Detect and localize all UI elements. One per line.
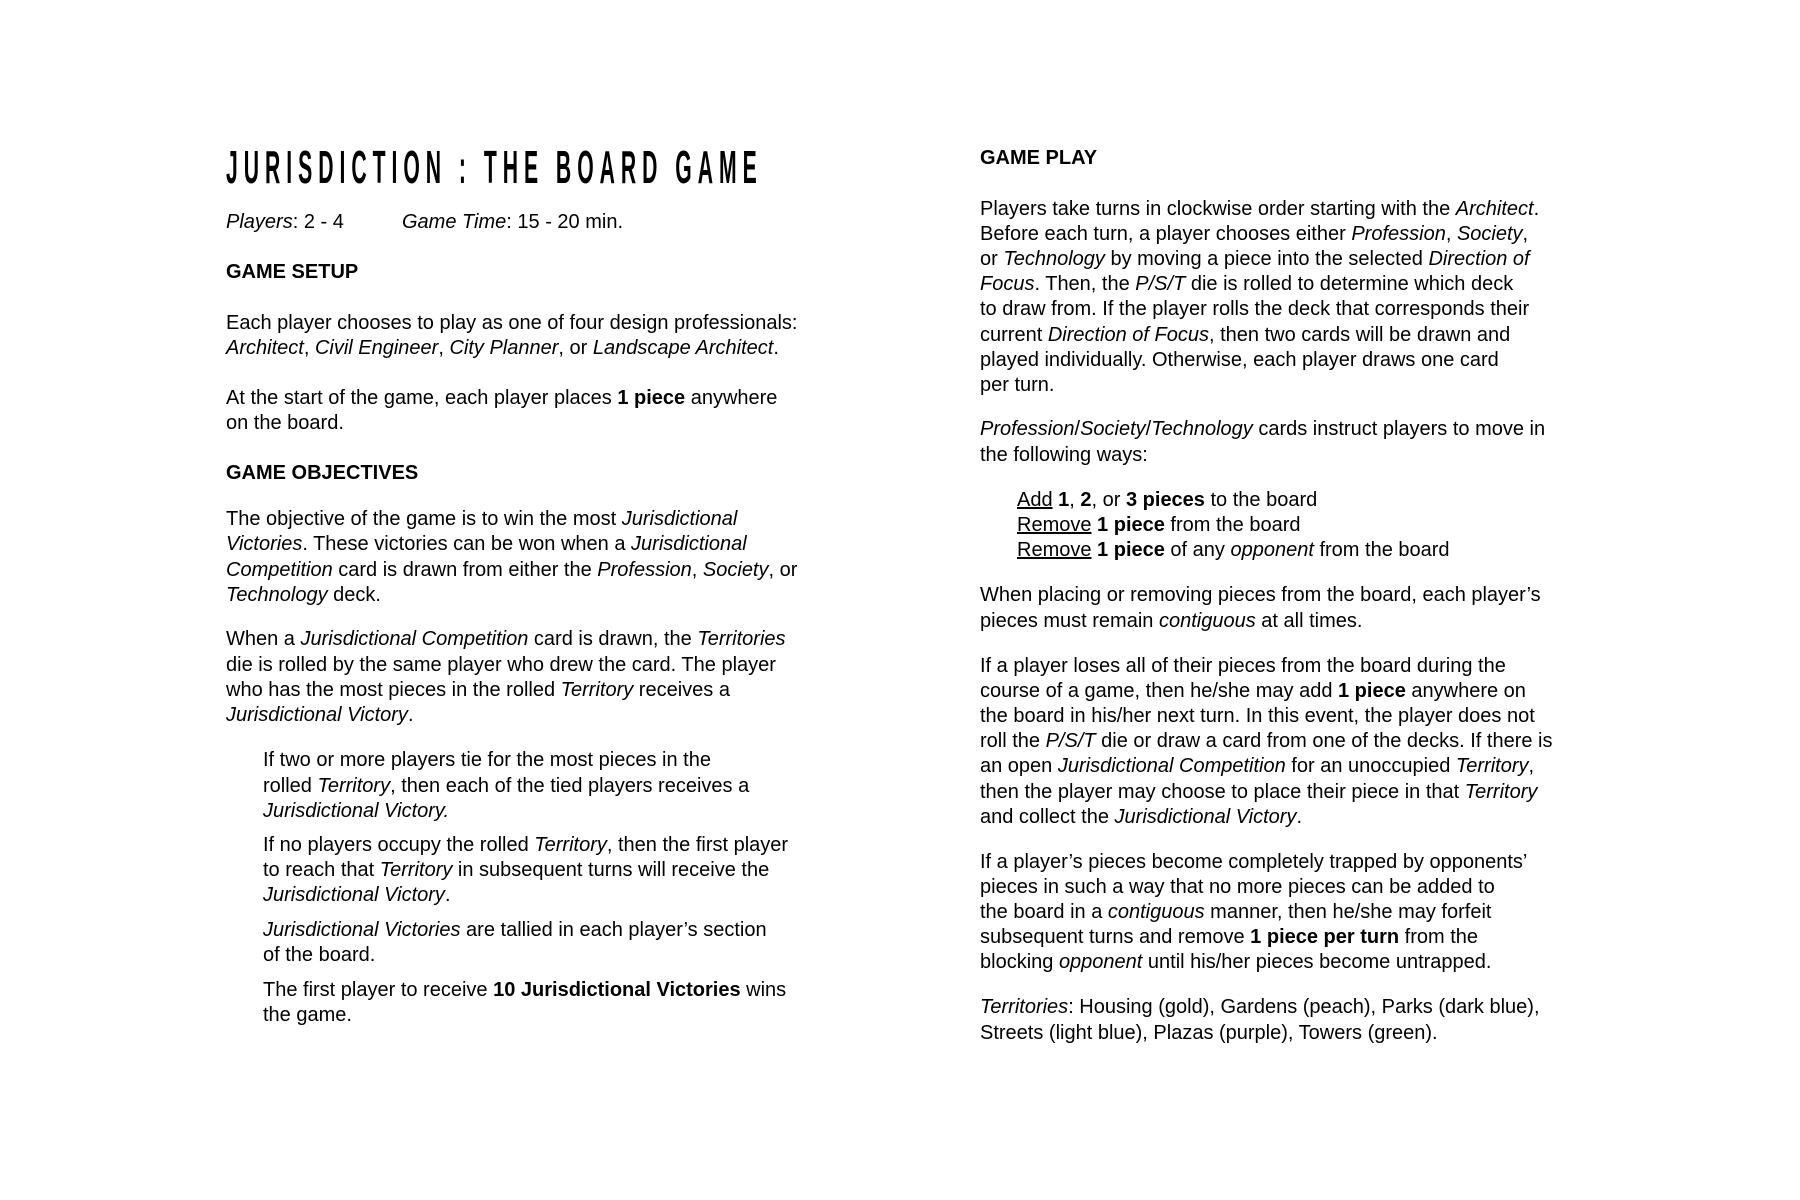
text-run: an open xyxy=(980,755,1058,777)
text-run: . Then, the xyxy=(1034,273,1136,295)
text-run: die or draw a card from one of the decks. If there is xyxy=(1095,730,1553,752)
italic-text: Jurisdictional xyxy=(621,508,738,530)
bold-text: 2 xyxy=(1080,489,1092,511)
paragraph-line xyxy=(980,995,1540,1020)
text-run: Each player chooses to play as one of four design professionals: xyxy=(226,312,798,334)
text-run: rolled xyxy=(263,775,318,797)
text-run: card is drawn, the xyxy=(528,628,698,650)
bold-text: 1 piece xyxy=(1097,514,1165,536)
indented-text-line xyxy=(263,1003,352,1028)
text-run: the board in a xyxy=(980,901,1108,923)
paragraph-line xyxy=(980,222,1528,247)
italic-text: Architect xyxy=(1455,198,1534,220)
italic-text: opponent xyxy=(1230,539,1314,561)
italic-text: Civil Engineer xyxy=(314,337,439,359)
paragraph-line xyxy=(980,850,1527,875)
bold-text: 1 piece per turn xyxy=(1250,926,1400,948)
italic-text: Territories xyxy=(980,996,1069,1018)
bold-text: 1 piece xyxy=(617,387,686,409)
text-run: then the player may choose to place their piece in that xyxy=(980,781,1465,803)
text-run: If a player loses all of their pieces from the board during the xyxy=(980,655,1506,677)
text-run: . xyxy=(444,884,451,906)
paragraph-line xyxy=(980,875,1495,900)
italic-text: Jurisdictional Victory xyxy=(263,884,445,906)
text-run: . xyxy=(773,337,779,359)
indented-text-line xyxy=(263,978,786,1003)
italic-text: Technology xyxy=(1003,248,1105,270)
italic-text: Territories xyxy=(697,628,786,650)
italic-text: P/S/T xyxy=(1135,273,1186,295)
italic-text: Society xyxy=(1080,418,1146,440)
text-run: of the board. xyxy=(263,944,376,966)
italic-text: City Planner xyxy=(449,337,559,359)
text-run: , then each of the tied players receives a xyxy=(390,775,750,797)
bold-text: 1 piece xyxy=(1097,539,1165,561)
paragraph-line xyxy=(980,679,1526,704)
paragraph-line xyxy=(980,417,1545,442)
italic-text: Direction of xyxy=(1428,248,1530,270)
italic-text: Focus xyxy=(980,273,1035,295)
section-heading xyxy=(980,146,1097,171)
text-run: course of a game, then he/she may add xyxy=(980,680,1338,702)
indented-text-line xyxy=(1017,488,1317,513)
text-run: If no players occupy the rolled xyxy=(263,834,535,856)
text-run: from the xyxy=(1399,926,1479,948)
text-run: GAME OBJECTIVES xyxy=(226,462,419,484)
text-run: Before each turn, a player chooses either xyxy=(980,223,1352,245)
italic-text: Jurisdictional Victory. xyxy=(263,800,449,822)
text-run: GAME PLAY xyxy=(980,147,1098,169)
text-run: / xyxy=(1074,418,1081,440)
italic-text: Landscape Architect xyxy=(592,337,774,359)
text-run: , then two cards will be drawn and xyxy=(1208,324,1511,346)
paragraph-line xyxy=(226,627,786,652)
section-heading xyxy=(226,461,418,486)
text-run: current xyxy=(980,324,1048,346)
text-run: , xyxy=(1528,755,1535,777)
italic-text: contiguous xyxy=(1158,610,1256,632)
paragraph-line xyxy=(980,323,1510,348)
text-run: card is drawn from either the xyxy=(332,559,598,581)
text-run: of any xyxy=(1164,539,1231,561)
indented-text-line xyxy=(263,943,375,968)
paragraph-line xyxy=(980,925,1478,950)
paragraph-line xyxy=(226,532,747,557)
italic-text: Profession xyxy=(597,559,692,581)
text-run: and collect the xyxy=(980,806,1115,828)
paragraph-line xyxy=(980,1021,1438,1046)
text-run: at all times. xyxy=(1255,610,1363,632)
indented-text-line xyxy=(263,774,749,799)
paragraph-line xyxy=(980,780,1537,805)
paragraph-line xyxy=(980,197,1539,222)
text-run: for an unoccupied xyxy=(1285,755,1456,777)
text-run: receives a xyxy=(633,679,730,701)
paragraph-line xyxy=(226,311,797,336)
text-run: cards instruct players to move in xyxy=(1252,418,1546,440)
text-run: . xyxy=(407,704,414,726)
paragraph-line xyxy=(980,247,1530,272)
italic-text: contiguous xyxy=(1107,901,1205,923)
text-run: . xyxy=(1296,806,1303,828)
italic-text: Jurisdictional xyxy=(631,533,747,555)
text-run: pieces in such a way that no more pieces can be added to xyxy=(980,876,1495,898)
text-run: subsequent turns and remove xyxy=(980,926,1251,948)
text-run: anywhere xyxy=(685,387,778,409)
italic-text: Victories xyxy=(226,533,303,555)
text-run: . These victories can be won when a xyxy=(302,533,632,555)
indented-text-line xyxy=(263,833,788,858)
italic-text: opponent xyxy=(1058,951,1143,973)
text-run: . xyxy=(1533,198,1540,220)
text-run: : Housing (gold), Gardens (peach), Parks (dark blue), xyxy=(1068,996,1540,1018)
text-run: , xyxy=(691,559,703,581)
text-run: Streets (light blue), Plazas (purple), Towers (green). xyxy=(980,1022,1438,1044)
bold-text: 1 xyxy=(1058,489,1070,511)
italic-text: Direction of Focus xyxy=(1047,324,1209,346)
paragraph-line xyxy=(980,900,1491,925)
text-run: by moving a piece into the selected xyxy=(1104,248,1429,270)
text-run: from the board xyxy=(1313,539,1450,561)
paragraph-line xyxy=(980,297,1529,322)
text-run: roll the xyxy=(980,730,1046,752)
text-run: GAME SETUP xyxy=(226,261,359,283)
italic-text: Territory xyxy=(317,775,391,797)
game-time-info xyxy=(402,210,623,235)
paragraph-line xyxy=(226,507,737,532)
italic-text: Territory xyxy=(534,834,607,856)
section-heading xyxy=(226,260,358,285)
paragraph-line xyxy=(226,653,776,678)
text-run: When a xyxy=(226,628,301,650)
text-run: The first player to receive xyxy=(263,979,494,1001)
text-run: from the board xyxy=(1164,514,1301,536)
paragraph-line xyxy=(226,583,381,608)
text-run: If a player’s pieces become completely trapped by opponents’ xyxy=(980,851,1528,873)
text-run: the board in his/her next turn. In this event, the player does not xyxy=(980,705,1535,727)
text-run: , xyxy=(1069,489,1081,511)
paragraph-line xyxy=(980,583,1541,608)
paragraph-line xyxy=(980,654,1506,679)
italic-text: Society xyxy=(702,559,769,581)
text-run: When placing or removing pieces from the board, each player’s xyxy=(980,584,1541,606)
text-run: pieces must remain xyxy=(980,610,1159,632)
underlined-text: Remove xyxy=(1017,514,1092,536)
italic-text: Territory xyxy=(560,679,634,701)
italic-text: Players xyxy=(226,211,293,233)
italic-text: Territory xyxy=(1464,781,1538,803)
text-run: manner, then he/she may forfeit xyxy=(1204,901,1492,923)
underlined-text: Add xyxy=(1017,489,1053,511)
italic-text: Jurisdictional Competition xyxy=(300,628,529,650)
paragraph-line xyxy=(980,950,1491,975)
text-run: to reach that xyxy=(263,859,380,881)
text-run: who has the most pieces in the rolled xyxy=(226,679,561,701)
italic-text: Jurisdictional Victory xyxy=(226,704,408,726)
underlined-text: Remove xyxy=(1017,539,1092,561)
text-run: blocking xyxy=(980,951,1059,973)
italic-text: Society xyxy=(1456,223,1523,245)
indented-text-line xyxy=(263,918,767,943)
paragraph-line xyxy=(980,272,1513,297)
italic-text: Technology xyxy=(226,584,328,606)
paragraph-line xyxy=(980,805,1302,830)
bold-text: 1 piece xyxy=(1338,680,1406,702)
paragraph-line xyxy=(980,754,1534,779)
paragraph-line xyxy=(226,336,779,361)
indented-text-line xyxy=(263,748,711,773)
italic-text: Game Time xyxy=(402,211,507,233)
text-run: die is rolled by the same player who drew the card. The player xyxy=(226,654,776,676)
paragraph-line xyxy=(980,443,1148,468)
italic-text: Jurisdictional Victory xyxy=(1114,806,1297,828)
indented-text-line xyxy=(1017,538,1450,563)
paragraph-line xyxy=(980,348,1499,373)
italic-text: Territory xyxy=(379,859,453,881)
text-run: , xyxy=(1445,223,1457,245)
paragraph-line xyxy=(980,729,1553,754)
text-run: The objective of the game is to win the most xyxy=(226,508,622,530)
text-run: per turn. xyxy=(980,374,1055,396)
text-run: , xyxy=(1522,223,1529,245)
game-title: JURISDICTION : THE BOARD GAME xyxy=(226,141,763,193)
text-run: until his/her pieces become untrapped. xyxy=(1142,951,1492,973)
text-run: : 2 - 4 xyxy=(292,211,344,233)
paragraph-line xyxy=(980,609,1362,634)
text-run: die is rolled to determine which deck xyxy=(1185,273,1514,295)
text-run: , or xyxy=(558,337,593,359)
text-run: , xyxy=(303,337,315,359)
text-run: are tallied in each player’s section xyxy=(460,919,767,941)
text-run: Players take turns in clockwise order starting with the xyxy=(980,198,1456,220)
text-run: : 15 - 20 min. xyxy=(506,211,624,233)
text-run: to draw from. If the player rolls the deck that corresponds their xyxy=(980,298,1530,320)
italic-text: Territory xyxy=(1455,755,1529,777)
italic-text: Profession xyxy=(980,418,1075,440)
text-run: wins xyxy=(740,979,787,1001)
text-run: , or xyxy=(768,559,798,581)
italic-text: Profession xyxy=(1351,223,1446,245)
players-info xyxy=(226,210,344,235)
text-run: played individually. Otherwise, each player draws one card xyxy=(980,349,1499,371)
text-run: , then the first player xyxy=(606,834,789,856)
italic-text: P/S/T xyxy=(1045,730,1096,752)
text-run: , or xyxy=(1091,489,1126,511)
text-run: or xyxy=(980,248,1004,270)
paragraph-line xyxy=(226,411,344,436)
text-run: in subsequent turns will receive the xyxy=(452,859,770,881)
indented-text-line xyxy=(1017,513,1301,538)
text-run: the game. xyxy=(263,1004,352,1026)
indented-text-line xyxy=(263,799,449,824)
italic-text: Technology xyxy=(1151,418,1253,440)
text-run: / xyxy=(1145,418,1152,440)
paragraph-line xyxy=(980,704,1535,729)
text-run: , xyxy=(438,337,450,359)
italic-text: Competition xyxy=(226,559,333,581)
text-run: to the board xyxy=(1204,489,1318,511)
paragraph-line xyxy=(226,678,730,703)
text-run: deck. xyxy=(327,584,381,606)
bold-text: 3 pieces xyxy=(1125,489,1205,511)
text-run: At the start of the game, each player places xyxy=(226,387,618,409)
text-run: the following ways: xyxy=(980,444,1148,466)
text-run: anywhere on xyxy=(1405,680,1526,702)
paragraph-line xyxy=(980,373,1054,398)
text-run: on the board. xyxy=(226,412,344,434)
paragraph-line xyxy=(226,386,777,411)
italic-text: Jurisdictional Victories xyxy=(263,919,461,941)
paragraph-line xyxy=(226,703,414,728)
text-run: If two or more players tie for the most pieces in the xyxy=(263,749,711,771)
italic-text: Architect xyxy=(226,337,304,359)
indented-text-line xyxy=(263,883,451,908)
bold-text: 10 Jurisdictional Victories xyxy=(493,979,741,1001)
paragraph-line xyxy=(226,558,797,583)
italic-text: Jurisdictional Competition xyxy=(1057,755,1286,777)
indented-text-line xyxy=(263,858,769,883)
